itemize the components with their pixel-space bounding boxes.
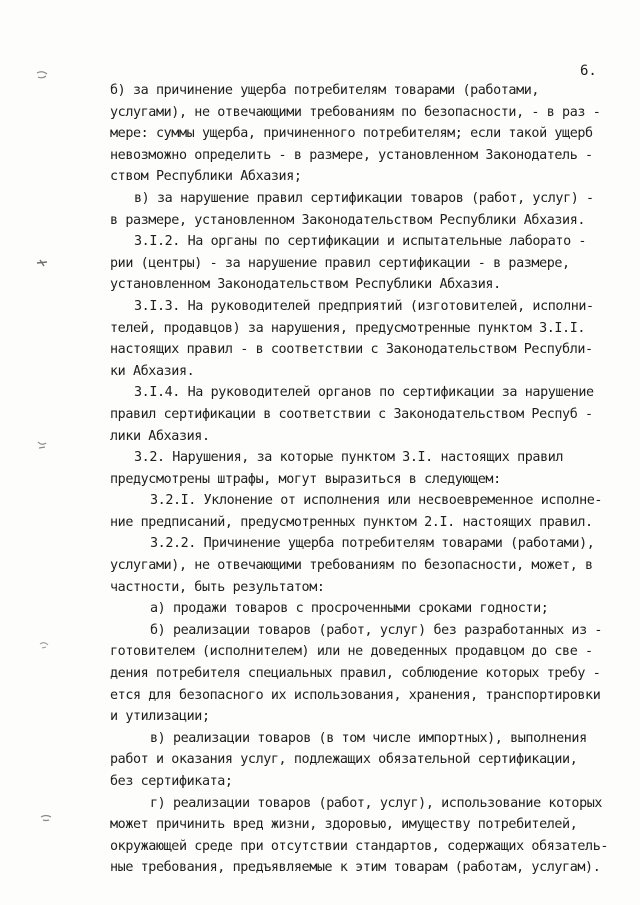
text-line: ние предписаний, предусмотренных пунктом 2.I. настоящих правил. — [110, 514, 593, 530]
text-line: дения потребителя специальных правил, соблюдение которых требу - — [110, 666, 601, 682]
text-line: 3.I.2. На органы по сертификации и испытательные лаборато - — [134, 234, 587, 250]
text-line: в) реализации товаров (в том числе импортных), выполнения — [150, 730, 587, 746]
text-line: а) продажи товаров с просроченными сроками годности; — [150, 601, 549, 617]
text-line: 3.2. Нарушения, за которые пунктом 3.I. настоящих правил — [134, 450, 564, 466]
punch-mark-icon — [36, 70, 48, 80]
text-line: невозможно определить - в размере, установленном Законодатель - — [110, 147, 593, 163]
text-line: ные требования, предъявляемые к этим товарам (работам, услугам). — [110, 860, 601, 876]
punch-mark-icon — [38, 640, 50, 650]
text-line: ется для безопасного их использования, хранения, транспортировки — [110, 687, 601, 703]
text-line: 3.2.I. Уклонение от исполнения или несвоевременное исполне- — [150, 493, 603, 509]
document-body — [110, 80, 610, 879]
punch-mark-icon — [36, 258, 48, 268]
text-line: б) реализации товаров (работ, услуг) без разработанных из - — [150, 622, 603, 638]
text-line: настоящих правил - в соответствии с Законодательством Республи- — [110, 342, 593, 358]
text-line: предусмотрены штрафы, могут выразиться в следующем: — [110, 471, 501, 487]
text-line: лики Абхазия. — [110, 428, 210, 444]
text-line: может причинить вред жизни, здоровью, имуществу потребителей, — [110, 817, 578, 833]
text-line: услугами), не отвечающими требованиям по безопасности, может, в — [110, 558, 593, 574]
text-line: б) за причинение ущерба потребителям товарами (работами, — [110, 83, 540, 98]
text-line: рии (центры) - за нарушение правил сертификации - в размере, — [110, 255, 570, 271]
punch-mark-icon — [40, 812, 52, 822]
text-line: готовителем (исполнителем) или не доведенных продавцом до све - — [110, 644, 593, 660]
text-line: частности, быть результатом: — [110, 579, 325, 595]
text-line: телей, продавцов) за нарушения, предусмотренные пунктом 3.I.I. — [110, 320, 586, 336]
page-number: 6. — [580, 63, 597, 79]
punch-mark-icon — [36, 440, 48, 450]
text-line: 3.2.2. Причинение ущерба потребителям товарами (работами), — [150, 536, 595, 552]
text-line: ством Республики Абхазия; — [110, 169, 302, 185]
text-line: в) за нарушение правил сертификации товаров (работ, услуг) - — [134, 190, 594, 206]
text-line: 3.I.4. На руководителей органов по сертификации за нарушение — [134, 385, 594, 401]
text-line: г) реализации товаров (работ, услуг), использование которых — [150, 795, 603, 811]
text-line: 3.I.3. На руководителей предприятий (изготовителей, исполни- — [134, 298, 594, 314]
text-line: работ и оказания услуг, подлежащих обязательной сертификации, — [110, 752, 578, 768]
text-line: окружающей среде при отсутствии стандартов, содержащих обязатель- — [110, 838, 609, 854]
text-line: мере: суммы ущерба, причиненного потребителям; если такой ущерб — [110, 126, 593, 142]
text-line: без сертификата; — [110, 774, 233, 789]
text-line: правил сертификации в соответствии с Законодательством Респуб - — [110, 406, 593, 422]
text-line: установленном Законодательством Республики Абхазия. — [110, 277, 501, 293]
text-line: ки Абхазия. — [110, 363, 195, 379]
text-line: услугами), не отвечающими требованиям по безопасности, - в раз - — [110, 104, 601, 120]
text-line: в размере, установленном Законодательством Республики Абхазия. — [110, 212, 586, 228]
text-line: и утилизации; — [110, 709, 210, 725]
